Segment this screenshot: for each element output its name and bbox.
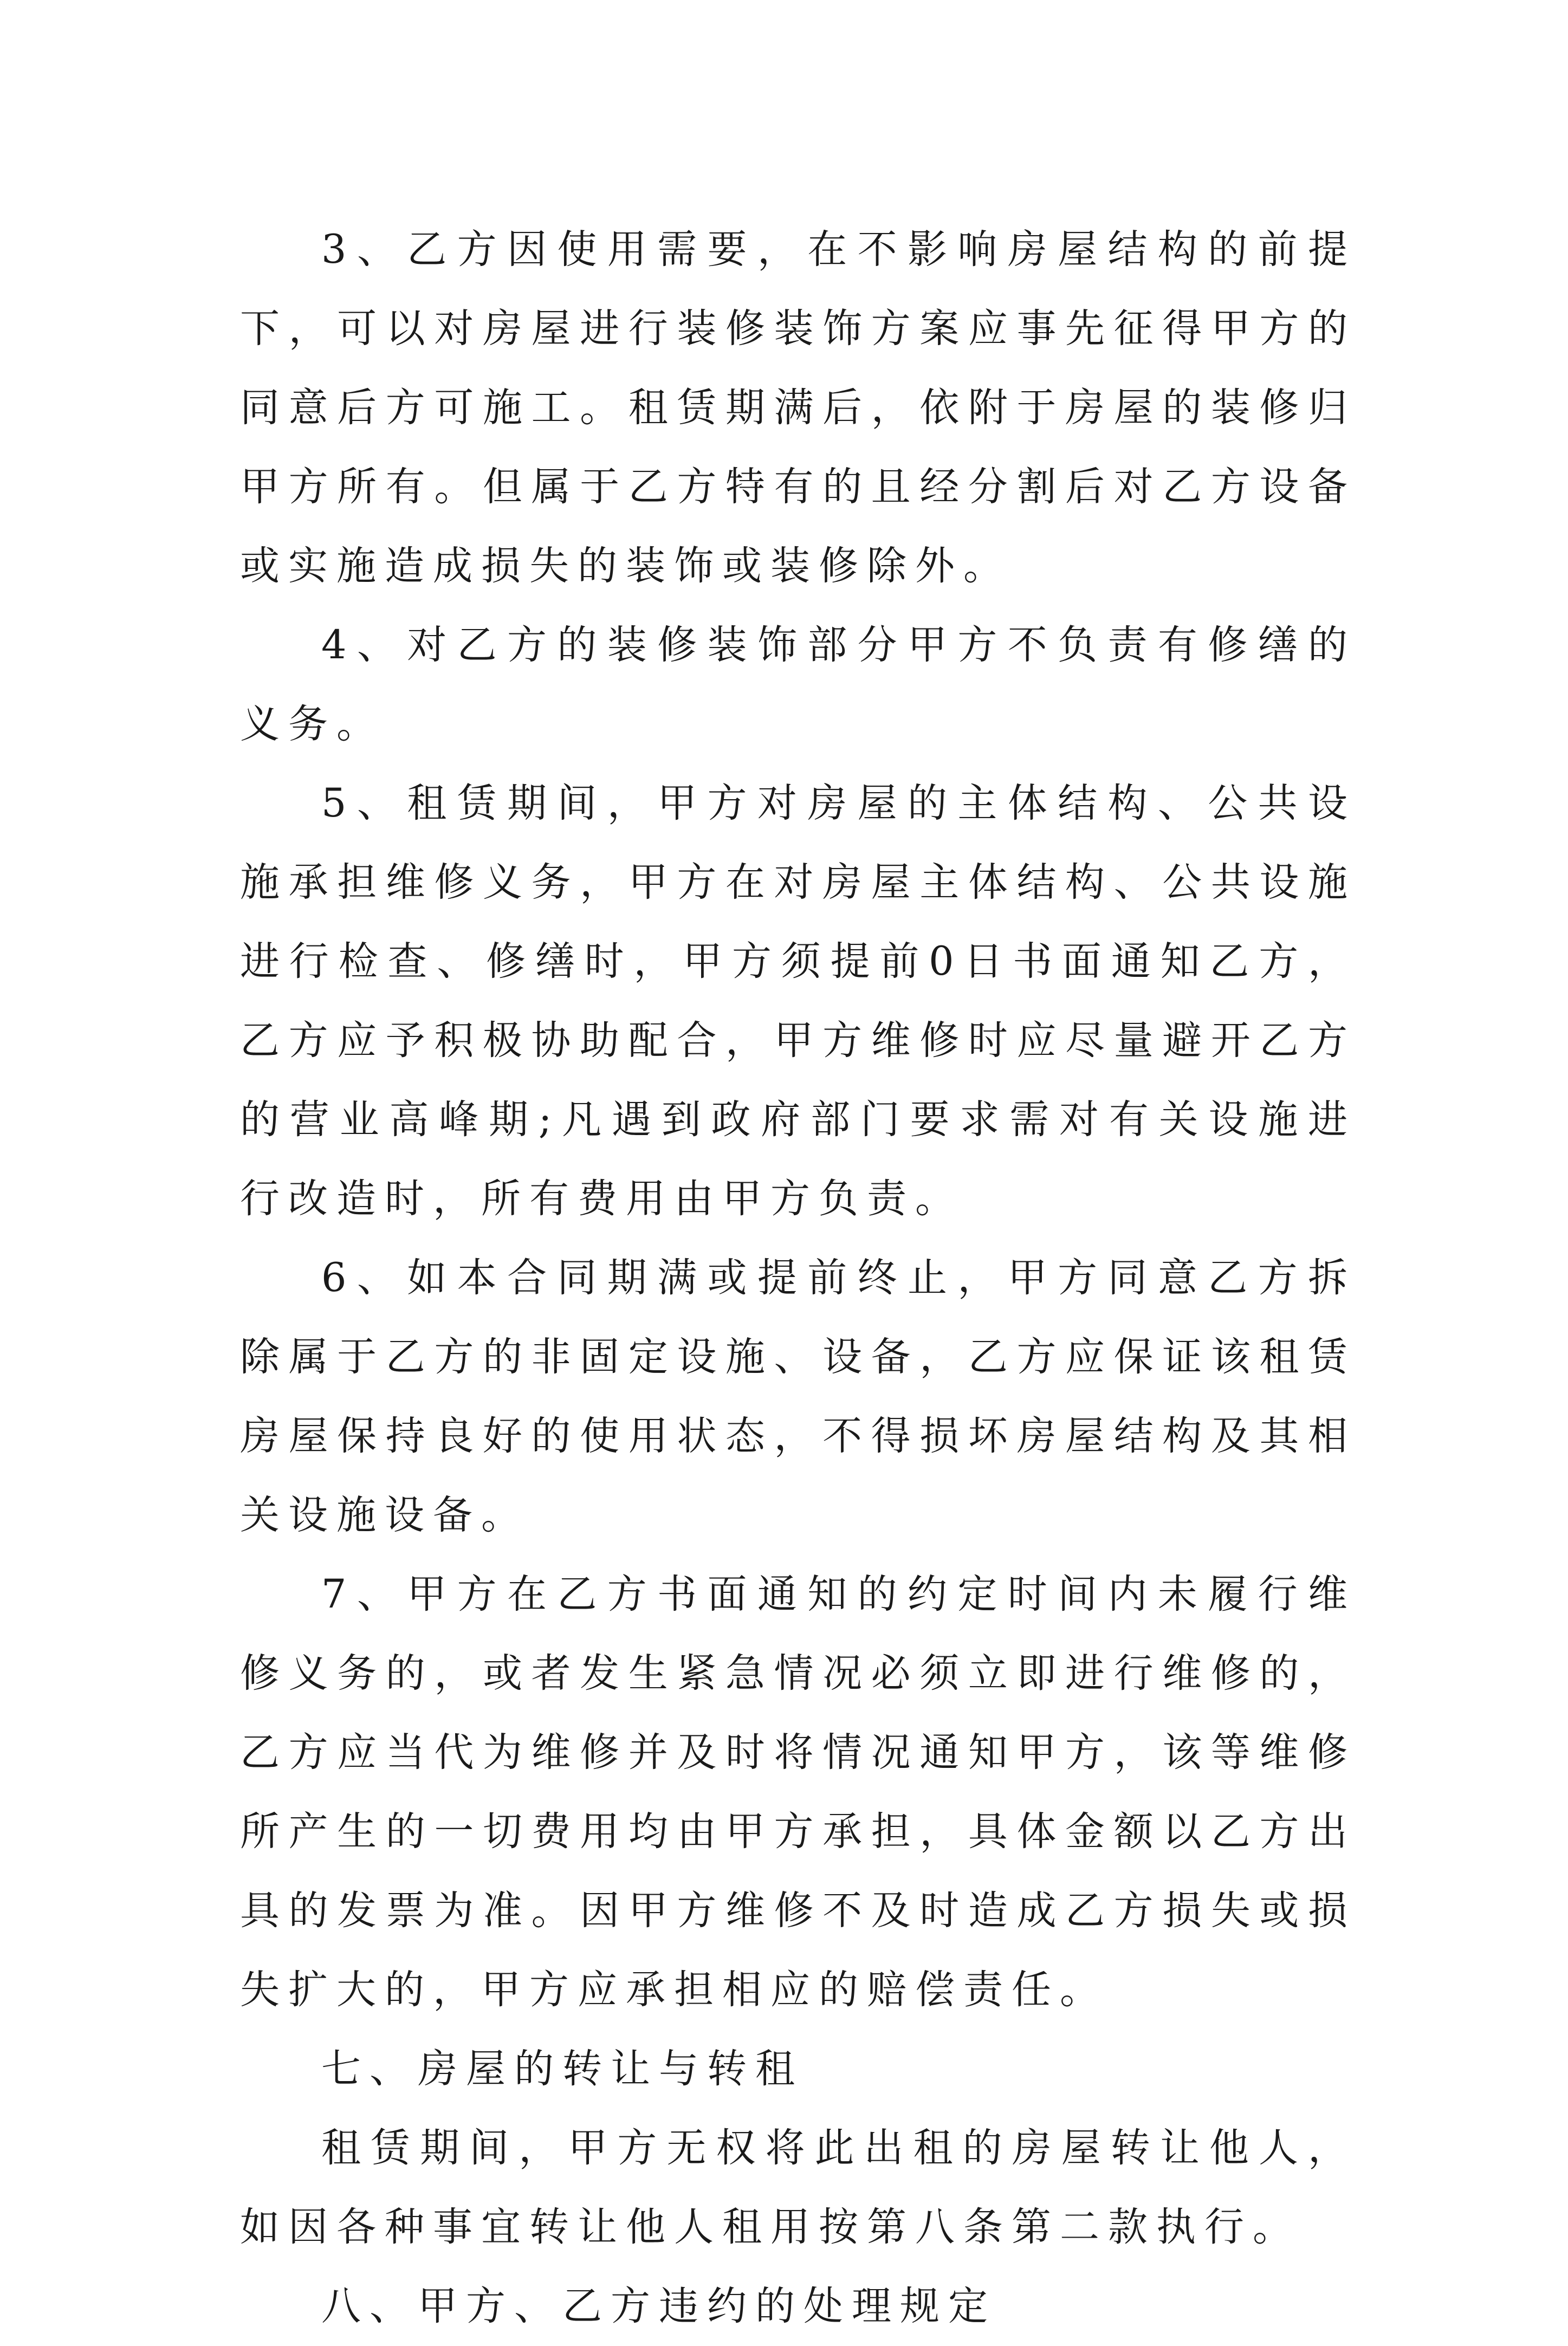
section-8-heading: 八、甲方、乙方违约的处理规定 (321, 2283, 996, 2329)
clause-5-paragraph: 5、租赁期间，甲方对房屋的主体结构、公共设施承担维修义务，甲方在对房屋主体结构、公共设施进行检查、修缮时，甲方须提前0日书面通知乙方，乙方应予积极协助配合，甲方维修时应尽量避开乙方的营业高峰期;凡遇到政府部门要求需对有关设施进行改造时，所有费用由甲方负责。 (240, 780, 1356, 1222)
section-7-paragraph: 租赁期间，甲方无权将此出租的房屋转让他人，如因各种事宜转让他人租用按第八条第二款执行。 (240, 2125, 1356, 2250)
section-7-heading: 七、房屋的转让与转租 (321, 2046, 804, 2092)
clause-4-paragraph: 4、对乙方的装修装饰部分甲方不负责有修缮的义务。 (240, 622, 1356, 747)
document-body (240, 210, 1356, 2346)
clause-6-paragraph: 6、如本合同期满或提前终止，甲方同意乙方拆除属于乙方的非固定设施、设备，乙方应保证该租赁房屋保持良好的使用状态，不得损坏房屋结构及其相关设施设备。 (240, 1255, 1356, 1538)
clause-3-paragraph: 3、乙方因使用需要，在不影响房屋结构的前提下，可以对房屋进行装修装饰方案应事先征得甲方的同意后方可施工。租赁期满后，依附于房屋的装修归甲方所有。但属于乙方特有的且经分割后对乙方设备或实施造成损失的装饰或装修除外。 (240, 226, 1356, 589)
clause-7-paragraph: 7、甲方在乙方书面通知的约定时间内未履行维修义务的，或者发生紧急情况必须立即进行维修的，乙方应当代为维修并及时将情况通知甲方，该等维修所产生的一切费用均由甲方承担，具体金额以乙方出具的发票为准。因甲方维修不及时造成乙方损失或损失扩大的，甲方应承担相应的赔偿责任。 (240, 1571, 1356, 2013)
